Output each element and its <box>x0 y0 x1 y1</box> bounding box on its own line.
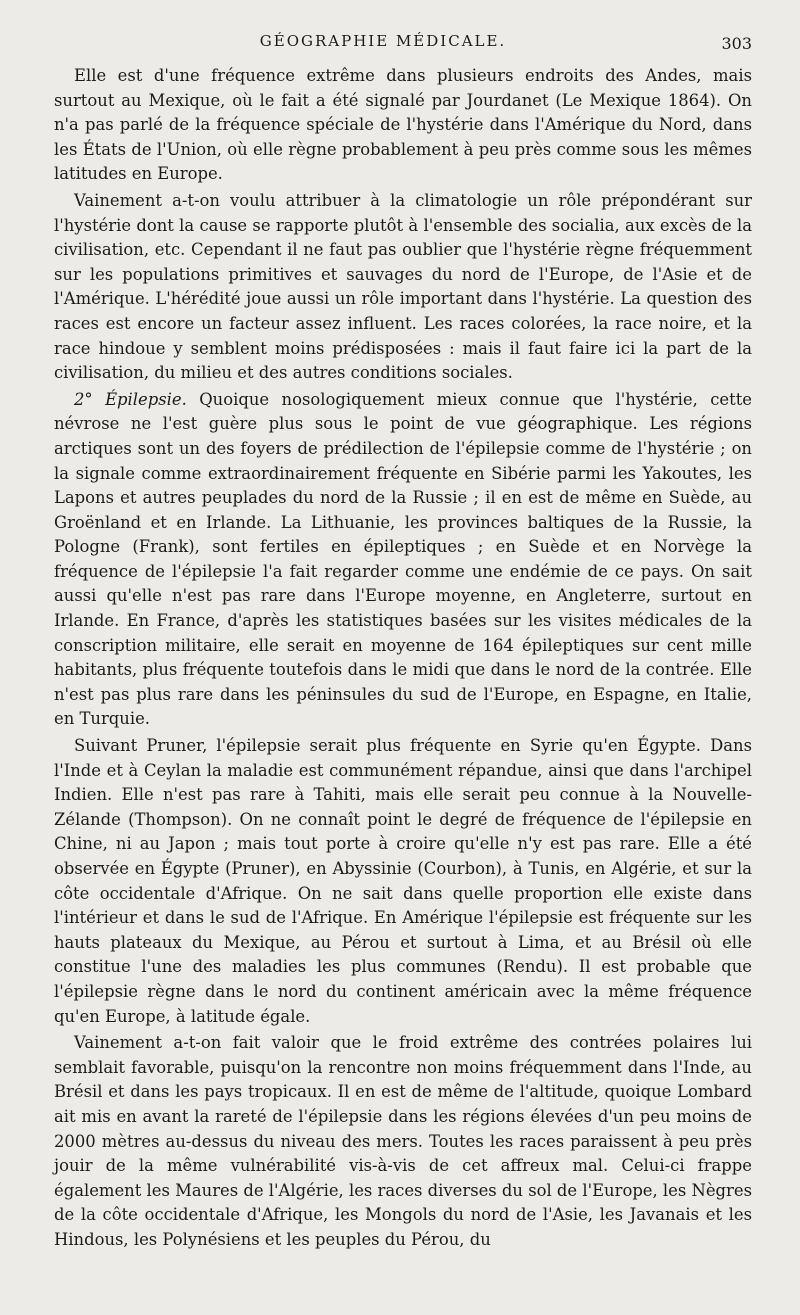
page-number: 303 <box>721 34 752 53</box>
paragraph-text: Suivant Pruner, l'épilepsie serait plus fréquente en Syrie qu'en Égypte. Dans l'Inde et à Ceylan la maladie est communément répandue, ainsi que dans l'archipel Indien. Elle n'est pas rare à Tahiti, mais elle serait peu connue à la Nouvelle-Zélande (Thompson). On ne connaît point le degré de fréquence de l'épilepsie en Chine, ni au Japon ; mais tout porte à croire qu'elle n'y est pas rare. Elle a été observée en Égypte (Pruner), en Abyssinie (Courbon), à Tunis, en Algérie, et sur la côte occidentale d'Afrique. On ne sait dans quelle proportion elle existe dans l'intérieur et dans le sud de l'Afrique. En Amérique l'épilepsie est fréquente sur les hauts plateaux du Mexique, au Pérou et surtout à Lima, et au Brésil où elle constitue l'une des maladies les plus communes (Rendu). Il est probable que l'épilepsie règne dans le nord du continent américain avec la même fréquence qu'en Europe, à latitude égale. <box>54 736 752 1026</box>
paragraph-text: Vainement a-t-on fait valoir que le froid extrême des contrées polaires lui semblait favorable, puisqu'on la rencontre non moins fréquemment dans l'Inde, au Brésil et dans les pays tropicaux. Il en est de même de l'altitude, quoique Lombard ait mis en avant la rareté de l'épilepsie dans les régions élevées d'un peu moins de 2000 mètres au-dessus du niveau des mers. Toutes les races paraissent à peu près jouir de la même vulnérabilité vis-à-vis de cet affreux mal. Celui-ci frappe également les Maures de l'Algérie, les races diverses du sol de l'Europe, les Nègres de la côte occidentale d'Afrique, les Mongols du nord de l'Asie, les Javanais et les Hindous, les Polynésiens et les peuples du Pérou, du <box>54 1033 752 1249</box>
paragraph-text: Quoique nosologiquement mieux connue que l'hystérie, cette névrose ne l'est guère plus sous le point de vue géographique. Les régions arctiques sont un des foyers de prédilection de l'épilepsie comme de l'hystérie ; on la signale comme extraordinairement fréquente en Sibérie parmi les Yakoutes, les Lapons et autres peuplades du nord de la Russie ; il en est de même en Suède, au Groënland et en Irlande. La Lithuanie, les provinces baltiques de la Russie, la Pologne (Frank), sont fertiles en épileptiques ; en Suède et en Norvège la fréquence de l'épilepsie l'a fait regarder comme une endémie de ce pays. On sait aussi qu'elle n'est pas rare dans l'Europe moyenne, en Angleterre, surtout en Irlande. En France, d'après les statistiques basées sur les visites médicales de la conscription militaire, elle serait en moyenne de 164 épileptiques sur cent mille habitants, plus fréquente toutefois dans le midi que dans le nord de la contrée. Elle n'est pas plus rare dans les péninsules du sud de l'Europe, en Espagne, en Italie, en Turquie. <box>54 389 752 729</box>
running-title: GÉOGRAPHIE MÉDICALE. <box>259 32 507 50</box>
body-text <box>54 64 752 1253</box>
paragraph-hysteria-climatology <box>54 189 752 386</box>
paragraph-text: Vainement a-t-on voulu attribuer à la climatologie un rôle prépondérant sur l'hystérie dont la cause se rapporte plutôt à l'ensemble des socialia, aux excès de la civilisation, etc. Cependant il ne faut pas oublier que l'hystérie règne fréquemment sur les populations primitives et sauvages du nord de l'Europe, de l'Asie et de l'Amérique. L'hérédité joue aussi un rôle important dans l'hystérie. La question des races est encore un facteur assez influent. Les races colorées, la race noire, et la race hindoue y semblent moins prédisposées : mais il faut faire ici la part de la civilisation, du milieu et des autres conditions sociales. <box>54 190 752 383</box>
paragraph-text: Elle est d'une fréquence extrême dans plusieurs endroits des Andes, mais surtout au Mexique, où le fait a été signalé par Jourdanet (Le Mexique 1864). On n'a pas parlé de la fréquence spéciale de l'hystérie dans l'Amérique du Nord, dans les États de l'Union, où elle règne probablement à peu près comme sous les mêmes latitudes en Europe. <box>54 66 752 184</box>
paragraph-hysteria-geography <box>54 64 752 187</box>
paragraph-epilepsy-distribution <box>54 734 752 1029</box>
section-label-epilepsy: 2° Épilepsie. <box>74 389 187 409</box>
running-header <box>54 26 752 56</box>
paragraph-epilepsy-climate-altitude <box>54 1031 752 1252</box>
paragraph-epilepsy-intro <box>54 388 752 732</box>
